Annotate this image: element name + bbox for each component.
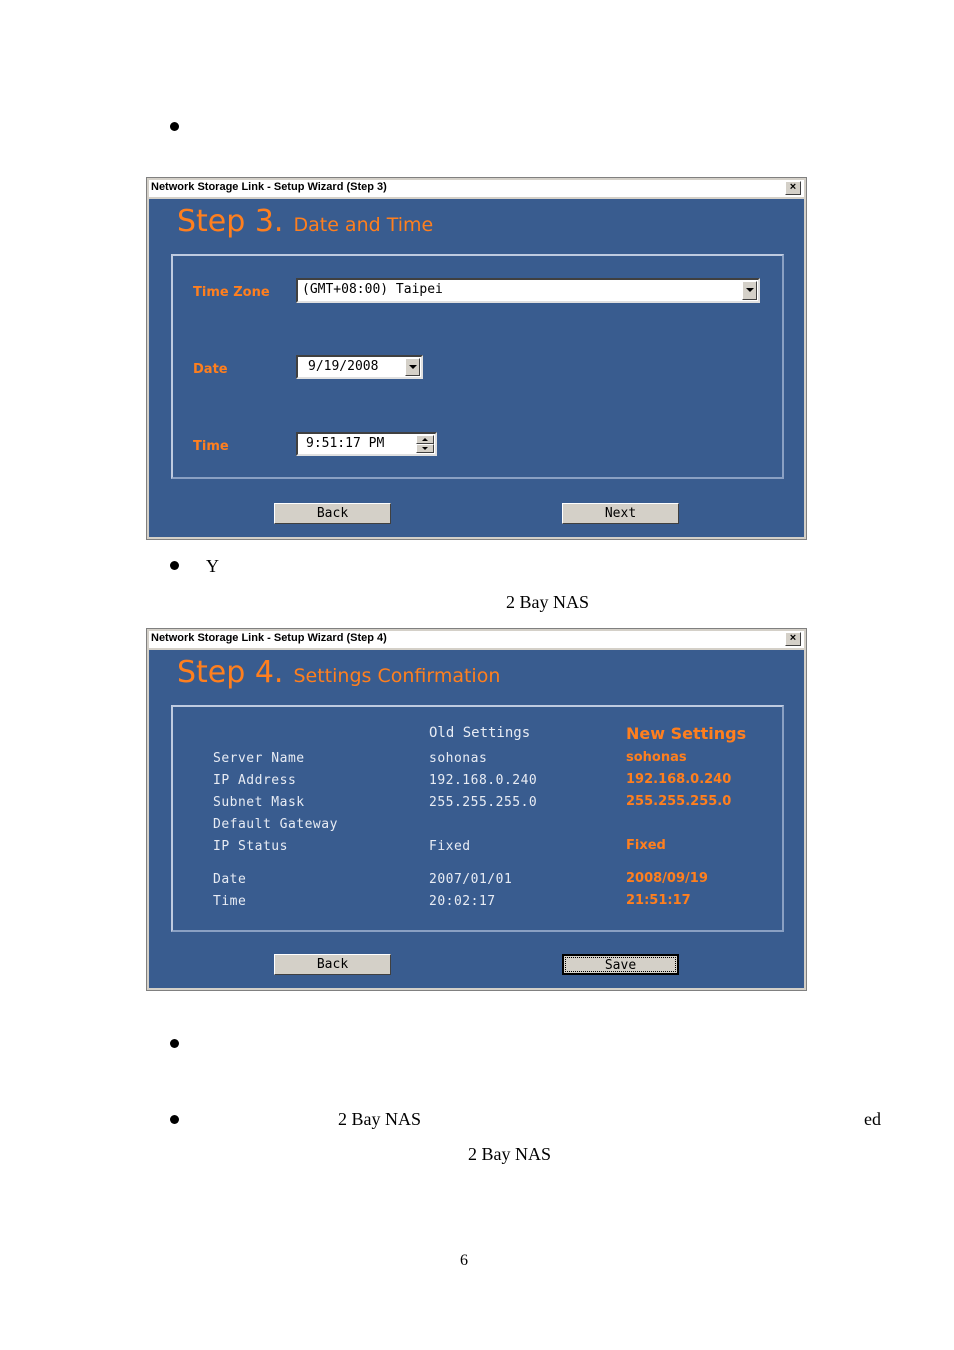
- step3-title: Network Storage Link - Setup Wizard (Step 3): [151, 181, 387, 193]
- save-button[interactable]: Save: [562, 954, 679, 975]
- row-old-ip-address: 192.168.0.240: [429, 773, 538, 788]
- step4-heading: [177, 655, 500, 690]
- step4-window: [146, 628, 807, 991]
- date-value: 9/19/2008: [308, 359, 379, 374]
- step4-client: [149, 650, 804, 988]
- back-button[interactable]: Back: [274, 954, 391, 975]
- time-stepper[interactable]: [296, 432, 437, 456]
- row-label-ip-address: IP Address: [213, 773, 297, 788]
- row-old-date: 2007/01/01: [429, 872, 513, 887]
- bullet-3: [170, 1039, 179, 1048]
- date-label: Date: [193, 362, 228, 377]
- row-label-date: Date: [213, 872, 247, 887]
- step3-titlebar: [149, 180, 804, 197]
- bullet-1: [170, 122, 179, 131]
- row-label-time: Time: [213, 894, 247, 909]
- doc-text-2bay-1: 2 Bay NAS: [506, 592, 590, 612]
- row-new-subnet-mask: 255.255.255.0: [626, 794, 732, 809]
- page-number: 6: [460, 1252, 468, 1269]
- spin-down-icon[interactable]: [416, 444, 434, 453]
- row-new-date: 2008/09/19: [626, 871, 708, 886]
- step4-panel: [171, 705, 784, 932]
- spin-up-icon[interactable]: [416, 435, 434, 444]
- row-new-server-name: sohonas: [626, 750, 687, 765]
- doc-text-2bay-2: 2 Bay NAS: [338, 1109, 422, 1129]
- close-icon[interactable]: ×: [785, 632, 801, 646]
- step4-heading-step: Step 4.: [177, 655, 284, 690]
- date-picker[interactable]: [296, 355, 423, 379]
- row-old-subnet-mask: 255.255.255.0: [429, 795, 538, 810]
- time-label: Time: [193, 439, 229, 454]
- step3-heading-step: Step 3.: [177, 204, 284, 239]
- chevron-down-icon[interactable]: [405, 358, 420, 376]
- row-old-time: 20:02:17: [429, 894, 496, 909]
- row-new-time: 21:51:17: [626, 893, 691, 908]
- step4-titlebar: [149, 631, 804, 648]
- row-old-server-name: sohonas: [429, 751, 488, 766]
- chevron-down-icon[interactable]: [742, 281, 757, 300]
- row-old-ip-status: Fixed: [429, 839, 471, 854]
- bullet-2: [170, 561, 179, 570]
- step4-heading-text: Settings Confirmation: [293, 665, 501, 687]
- step3-window: [146, 177, 807, 540]
- row-label-server-name: Server Name: [213, 751, 305, 766]
- new-settings-header: New Settings: [626, 724, 747, 743]
- timezone-select[interactable]: [296, 278, 760, 303]
- row-new-ip-status: Fixed: [626, 838, 666, 853]
- timezone-value: (GMT+08:00) Taipei: [302, 282, 443, 297]
- back-button[interactable]: Back: [274, 503, 391, 524]
- doc-text-y: Y: [206, 556, 219, 576]
- step3-client: [149, 199, 804, 537]
- timezone-label: Time Zone: [193, 285, 270, 300]
- doc-text-2bay-3: 2 Bay NAS: [468, 1144, 552, 1164]
- next-button[interactable]: Next: [562, 503, 679, 524]
- step3-heading: [177, 204, 433, 239]
- step3-panel: [171, 254, 784, 479]
- bullet-4: [170, 1115, 179, 1124]
- row-label-subnet-mask: Subnet Mask: [213, 795, 305, 810]
- row-label-ip-status: IP Status: [213, 839, 288, 854]
- close-icon[interactable]: ×: [785, 181, 801, 195]
- doc-text-ed: ed: [864, 1109, 881, 1129]
- row-label-default-gateway: Default Gateway: [213, 817, 338, 832]
- step3-heading-text: Date and Time: [293, 214, 434, 236]
- step4-title: Network Storage Link - Setup Wizard (Step 4): [151, 632, 387, 644]
- row-new-ip-address: 192.168.0.240: [626, 772, 732, 787]
- time-value: 9:51:17 PM: [306, 436, 385, 451]
- old-settings-header: Old Settings: [429, 725, 531, 741]
